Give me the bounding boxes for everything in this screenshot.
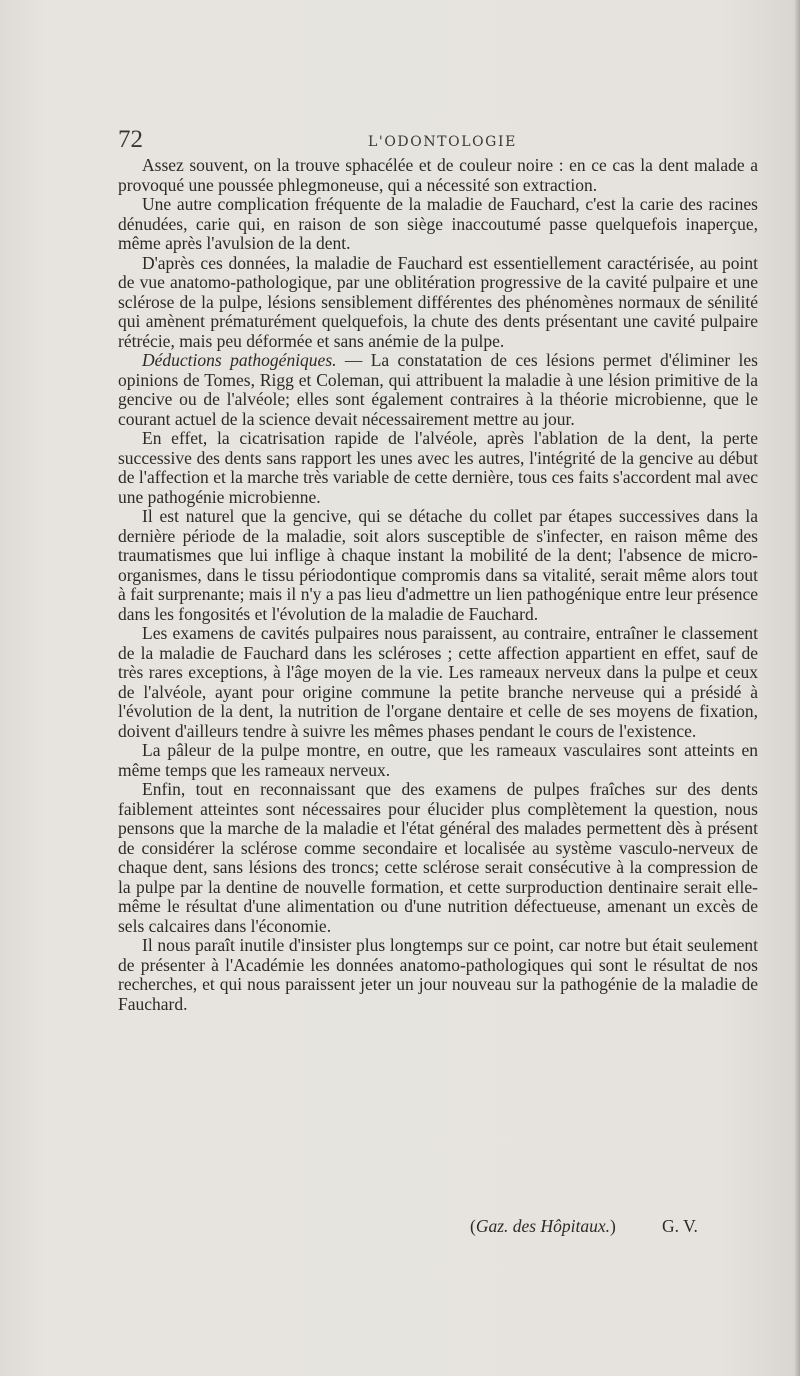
paragraph-text: Il est naturel que la gencive, qui se détache du collet par étapes successives dans la dernière période de la maladie, soit alors susceptible de s'infecter, en raison même des traumatismes que lui inflige à chaque instant la mobilité de la dent; l'absence de micro-organismes, dans le tissu périodontique compromis dans sa vitalité, serait même alors tout à fait surprenante; mais il n'y a pas lieu d'admettre un lien pathogénique entre leur présence dans les fongosités et l'évolution de la maladie de Fauchard. (118, 506, 758, 624)
paragraph (118, 429, 758, 507)
paragraph (118, 156, 758, 195)
page-number: 72 (118, 126, 143, 153)
paragraph-text: Les examens de cavités pulpaires nous paraissent, au contraire, entraîner le classement de la maladie de Fauchard dans les scléroses ; cette affection appartient en effet, sauf de très rares exceptions, à l'âge moyen de la vie. Les rameaux nerveux dans la pulpe et ceux de l'alvéole, ayant pour origine commune la petite branche nerveuse qui a présidé à l'évolution de la dent, la nutrition de l'organe dentaire et celle de ses moyens de fixation, doivent d'ailleurs tendre à suivre les mêmes phases pendant le cours de l'existence. (118, 623, 758, 741)
paragraph-text: D'après ces données, la maladie de Fauchard est essentiellement caractérisée, au point de vue anatomo-pathologique, par une oblitération progressive de la cavité pulpaire et une sclérose de la pulpe, lésions sensiblement différentes des phénomènes normaux de sénilité qui amènent prématurément quelquefois, la chute des dents présentant une cavité pulpaire rétrécie, mais peu déformée et sans anémie de la pulpe. (118, 252, 758, 351)
page-edge-shadow (794, 0, 800, 1376)
paragraph-text: Il nous paraît inutile d'insister plus longtemps sur ce point, car notre but était seulement de présenter à l'Académie les données anatomo-pathologiques qui sont le résultat de nos recherches, et qui nous paraissent jeter un jour nouveau sur la pathogénie de la maladie de Fauchard. (118, 935, 758, 1014)
paragraph (118, 936, 758, 1014)
paragraph-text: En effet, la cicatrisation rapide de l'alvéole, après l'ablation de la dent, la perte successive des dents sans rapport les unes avec les autres, l'intégrité de la gencive au début de l'affection et la marche très variable de cette dernière, tous ces faits s'accordent mal avec une pathogénie microbienne. (118, 428, 758, 507)
open-paren: ( (470, 1216, 476, 1236)
signature-line (470, 1216, 750, 1238)
paragraph-text: La pâleur de la pulpe montre, en outre, que les rameaux vasculaires sont atteints en même temps que les rameaux nerveux. (118, 740, 758, 780)
paragraph-text: Enfin, tout en reconnaissant que des examens de pulpes fraîches sur des dents faiblement atteintes sont nécessaires pour élucider plus complètement la question, nous pensons que la marche de la maladie et l'état général des malades permettent dès à présent de considérer la sclérose comme secondaire et localisée au système vasculo-nerveux de chaque dent, sans lésions des troncs; cette sclérose serait consécutive à la compression de la pulpe par la dentine de nouvelle formation, et cette surproduction dentinaire serait elle-même le résultat d'une alimentation ou d'une nutrition défectueuse, amenant un excès de sels calcaires dans l'économie. (118, 779, 758, 936)
running-head: L'ODONTOLOGIE (368, 134, 517, 150)
page-header (118, 126, 758, 156)
paragraph (118, 741, 758, 780)
author-initials: G. V. (662, 1216, 698, 1236)
source-citation (470, 1216, 616, 1236)
paragraph (118, 507, 758, 624)
close-paren: ) (609, 1216, 616, 1236)
paragraph (118, 195, 758, 254)
section-lead: Déductions pathogéniques. (142, 350, 337, 370)
paragraph (118, 780, 758, 936)
paragraph (118, 254, 758, 352)
source-title: Gaz. des Hôpitaux. (475, 1216, 610, 1236)
paragraph (118, 351, 758, 429)
paragraph-text: Assez souvent, on la trouve sphacélée et de couleur noire : en ce cas la dent malade a provoqué une poussée phlegmoneuse, qui a nécessité son extraction. (118, 155, 758, 195)
paragraph-text: Une autre complication fréquente de la maladie de Fauchard, c'est la carie des racines dénudées, carie qui, en raison de son siège inaccoutumé passe quelquefois inaperçue, même après l'avulsion de la dent. (118, 194, 758, 253)
paragraph-text: — La constatation de ces lésions permet d'éliminer les opinions de Tomes, Rigg et Coleman, qui attribuent la maladie à une lésion primitive de la gencive ou de l'alvéole; elles sont également contraires à la théorie microbienne, que le courant actuel de la science devait nécessairement mettre au jour. (118, 350, 758, 429)
paragraph (118, 624, 758, 741)
article-body (118, 156, 758, 1014)
